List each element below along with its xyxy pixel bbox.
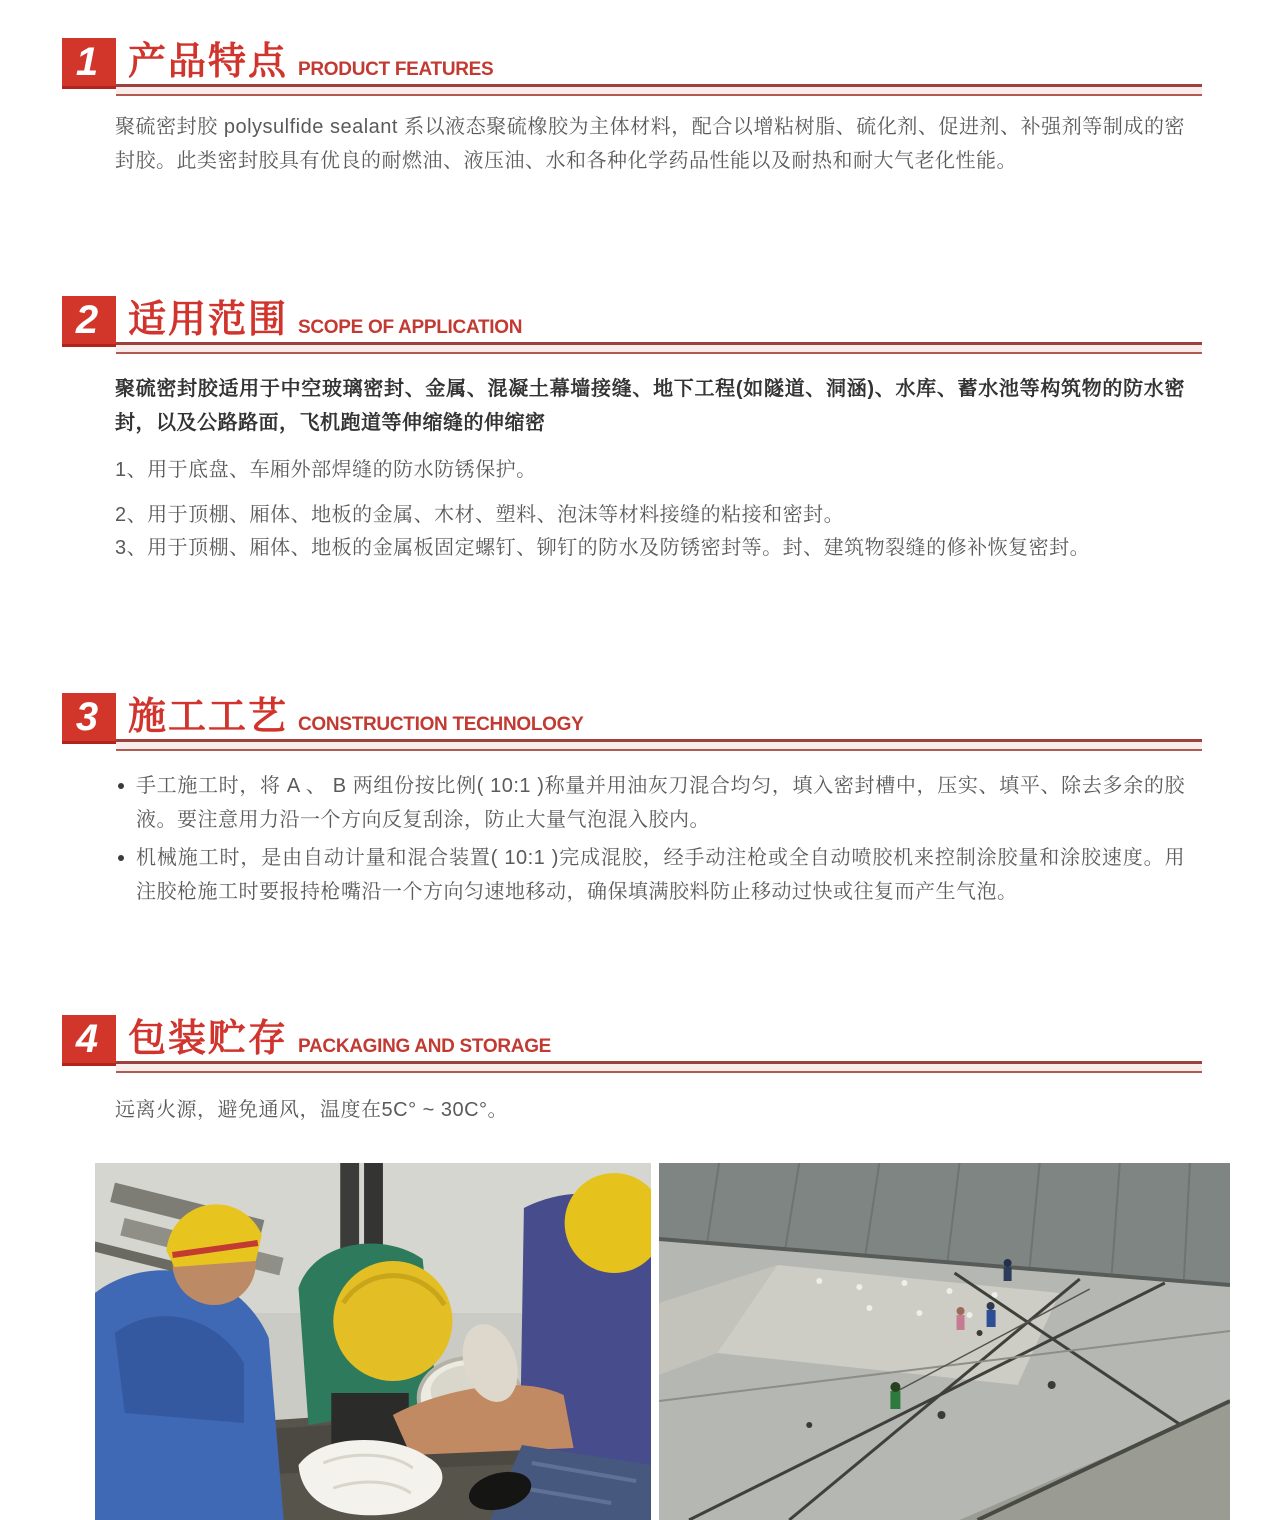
section-2-title: 适用范围: [128, 299, 289, 341]
section-4-paragraph: 远离火源，避免通风，温度在5C° ~ 30C°。: [115, 1099, 509, 1121]
section-3-title-row: [116, 693, 1202, 737]
section-4-divider: [116, 1061, 1202, 1073]
section-1-title-row: [116, 38, 1202, 82]
section-4-title-block: [116, 1015, 1202, 1073]
workers-sealant-photo-art: [95, 1163, 651, 1520]
section-3-header: [62, 693, 1202, 751]
section-3-number-badge: 3: [62, 693, 116, 741]
section-1-divider: [116, 84, 1202, 96]
section-2-subtitle: SCOPE OF APPLICATION: [298, 317, 523, 338]
section-1-header: [62, 38, 1202, 96]
bullet-item: [118, 769, 1185, 837]
section-3-bullets: [118, 769, 1185, 909]
section-2-header: [62, 296, 1202, 354]
section-4-title-row: [116, 1015, 1202, 1059]
concrete-slope-photo-art: [659, 1163, 1230, 1520]
section-3-title-block: [116, 693, 1202, 751]
workers-sealant-photo: [95, 1163, 651, 1520]
list-item: 1、用于底盘、车厢外部焊缝的防水防锈保护。: [115, 459, 537, 481]
section-4-title: 包装贮存: [128, 1018, 289, 1060]
section-2-list: [115, 454, 1185, 565]
section-4-subtitle: PACKAGING AND STORAGE: [298, 1036, 552, 1057]
bullet-text: 手工施工时，将 A 、 B 两组份按比例( 10:1 )称量并用油灰刀混合均匀，填入密封槽中，压实、填平、除去多余的胶液。要注意用力沿一个方向反复刮涂，防止大量气泡混入胶内。: [136, 775, 1185, 831]
section-1-subtitle: PRODUCT FEATURES: [298, 59, 494, 80]
section-2-title-row: [116, 296, 1202, 340]
section-2-number-badge: 2: [62, 296, 116, 344]
section-4-number-badge: 4: [62, 1015, 116, 1063]
section-1-paragraph: 聚硫密封胶 polysulfide sealant 系以液态聚硫橡胶为主体材料，配合以增粘树脂、硫化剂、促进剂、补强剂等制成的密封胶。此类密封胶具有优良的耐燃油、液压油、水和各种化学药品性能以及耐热和耐大气老化性能。: [115, 116, 1185, 172]
list-item: 2、用于顶棚、厢体、地板的金属、木材、塑料、泡沫等材料接缝的粘接和密封。: [115, 504, 845, 526]
bullet-item: [118, 841, 1185, 909]
section-1-title-block: [116, 38, 1202, 96]
photo-row: [95, 1163, 1230, 1520]
section-2-divider: [116, 342, 1202, 354]
bullet-icon: [118, 783, 124, 789]
section-2-intro: 聚硫密封胶适用于中空玻璃密封、金属、混凝土幕墙接缝、地下工程(如隧道、洞涵)、水库、蓄水池等构筑物的防水密封，以及公路路面，飞机跑道等伸缩缝的伸缩密: [115, 378, 1185, 434]
section-2-title-block: [116, 296, 1202, 354]
list-item: 3、用于顶棚、厢体、地板的金属板固定螺钉、铆钉的防水及防锈密封等。封、建筑物裂缝的修补恢复密封。: [115, 537, 1091, 559]
section-1-title: 产品特点: [128, 41, 289, 83]
bullet-icon: [118, 855, 124, 861]
section-3-title: 施工工艺: [128, 696, 289, 738]
section-4-header: [62, 1015, 1202, 1073]
concrete-slope-photo: [659, 1163, 1230, 1520]
section-3-divider: [116, 739, 1202, 751]
section-3-subtitle: CONSTRUCTION TECHNOLOGY: [298, 714, 584, 735]
section-1-number-badge: 1: [62, 38, 116, 86]
bullet-text: 机械施工时，是由自动计量和混合装置( 10:1 )完成混胶，经手动注枪或全自动喷胶机来控制涂胶量和涂胶速度。用注胶枪施工时要报持枪嘴沿一个方向匀速地移动，确保填满胶料防止移动过快或往复而产生气泡。: [136, 847, 1185, 903]
